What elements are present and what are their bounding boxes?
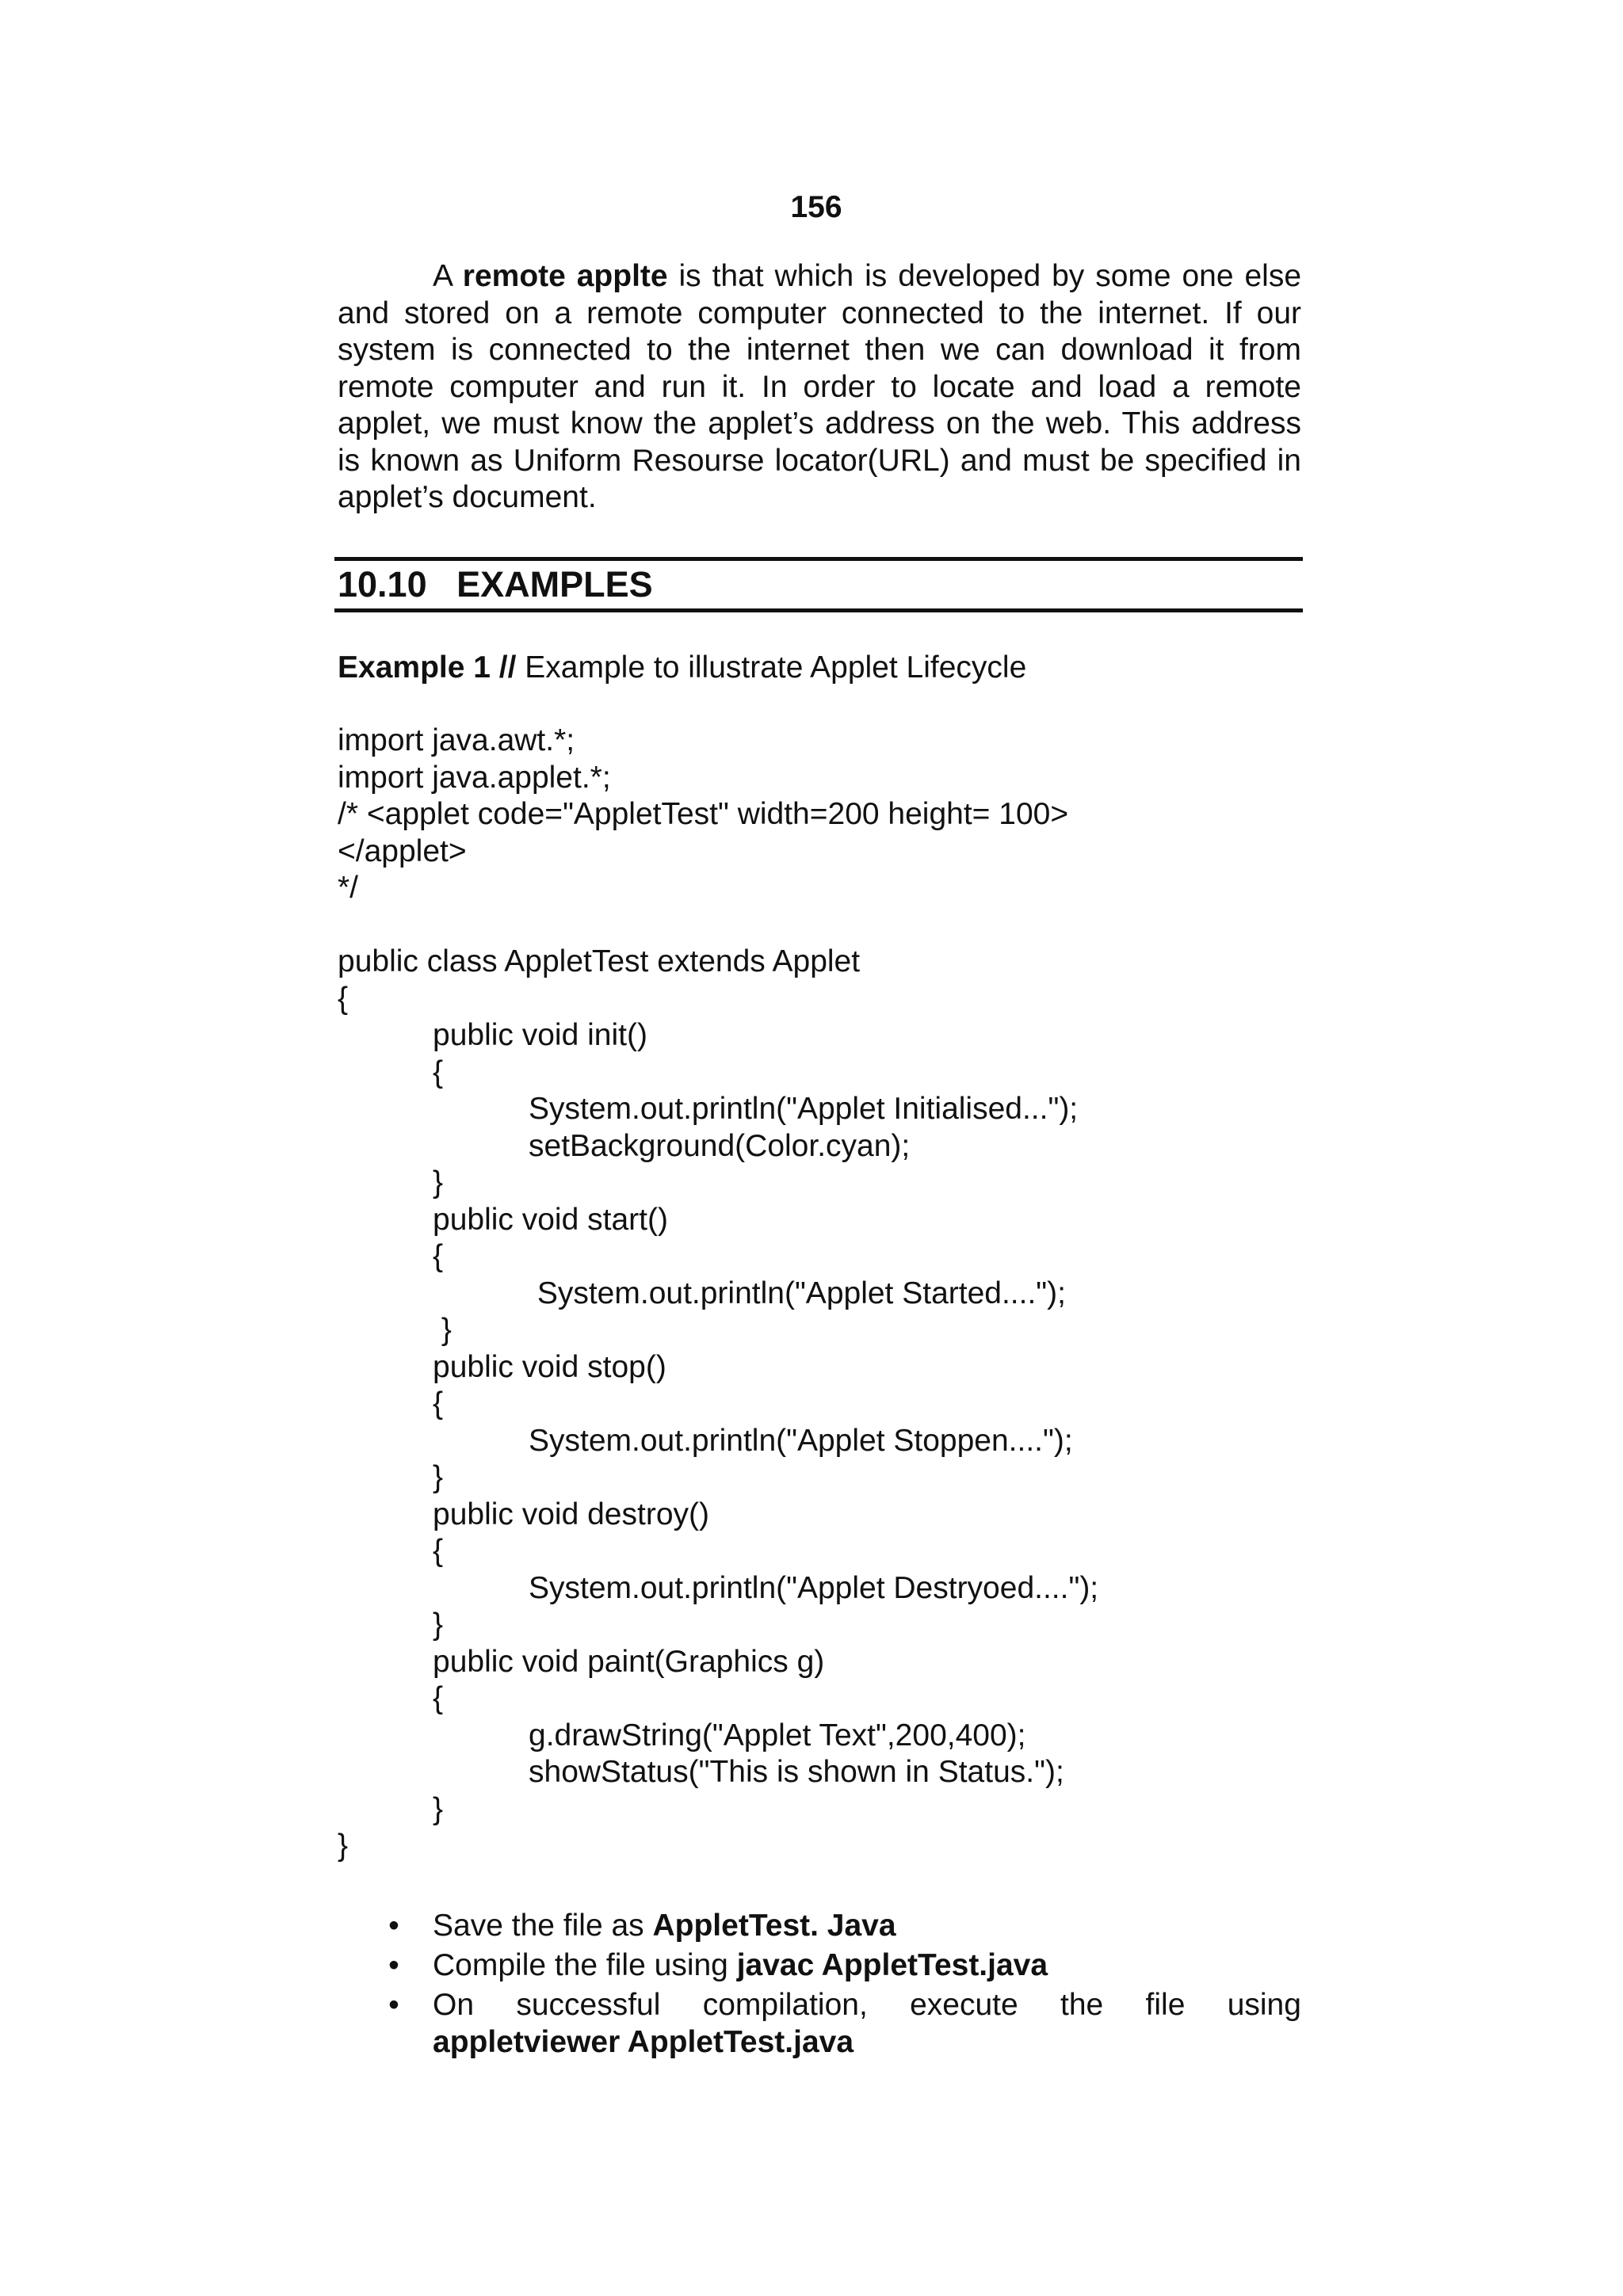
heading-rule-bottom bbox=[334, 608, 1303, 612]
heading-rule-top bbox=[334, 557, 1303, 561]
bullet-icon: • bbox=[388, 1909, 399, 1943]
list-item-plain: Save the file as bbox=[433, 1909, 653, 1943]
code-line: */ bbox=[338, 871, 359, 905]
justified-word: compilation, bbox=[702, 1988, 868, 2022]
example-title bbox=[338, 650, 1026, 686]
code-line: public void destroy() bbox=[433, 1497, 709, 1531]
code-line: { bbox=[433, 1055, 444, 1089]
code-line: } bbox=[433, 1165, 444, 1199]
code-line: } bbox=[433, 1608, 444, 1642]
section-heading bbox=[338, 563, 653, 607]
code-line: public void paint(Graphics g) bbox=[433, 1644, 825, 1679]
code-line: setBackground(Color.cyan); bbox=[529, 1128, 911, 1163]
example-description: Example to illustrate Applet Lifecycle bbox=[516, 650, 1027, 685]
justified-word: successful bbox=[516, 1988, 661, 2022]
bullet-icon: • bbox=[388, 1948, 399, 1982]
intro-paragraph bbox=[338, 258, 1301, 517]
code-line: g.drawString("Applet Text",200,400); bbox=[529, 1718, 1026, 1753]
code-line: { bbox=[433, 1681, 444, 1715]
justified-word: execute bbox=[910, 1988, 1018, 2022]
code-line: public void start() bbox=[433, 1202, 668, 1237]
list-item-bold: AppletTest. Java bbox=[652, 1909, 896, 1943]
code-line: { bbox=[433, 1386, 444, 1421]
code-line: } bbox=[433, 1460, 444, 1494]
code-line: } bbox=[433, 1313, 452, 1347]
example-label: Example 1 // bbox=[338, 650, 517, 685]
section-title: EXAMPLES bbox=[456, 564, 653, 605]
intro-lead: A bbox=[433, 259, 463, 293]
list-item-bold: javac AppletTest.java bbox=[736, 1948, 1048, 1982]
code-line: } bbox=[433, 1791, 444, 1826]
code-line: import java.awt.*; bbox=[338, 723, 575, 757]
intro-body: is that which is developed by some one else and stored on a remote computer connected to the internet. If our system is connected to the internet then we can download it from remote computer and run it. In order to locate and load a remote applet, we must know the applet’s address on the web. This address is known as Uniform Resourse locator(URL) and must be specified in applet’s document. bbox=[338, 259, 1302, 514]
intro-term: remote applte bbox=[462, 259, 668, 293]
justified-word: On bbox=[433, 1988, 475, 2022]
list-item-text bbox=[433, 1987, 1301, 2061]
list-item-plain-justified bbox=[433, 1987, 1301, 2024]
code-line: { bbox=[433, 1534, 444, 1568]
code-line: /* <applet code="AppletTest" width=200 height= 100> bbox=[338, 797, 1069, 831]
code-line: </applet> bbox=[338, 833, 467, 868]
code-line: System.out.println("Applet Stoppen...."); bbox=[529, 1423, 1073, 1458]
justified-word: file bbox=[1145, 1988, 1186, 2022]
code-line: System.out.println("Applet Started...."); bbox=[529, 1276, 1066, 1310]
code-line: public class AppletTest extends Applet bbox=[338, 944, 861, 978]
code-line: public void stop() bbox=[433, 1349, 666, 1384]
list-item-text bbox=[433, 1908, 1301, 1945]
code-line: public void init() bbox=[433, 1018, 647, 1052]
list-item-plain: Compile the file using bbox=[433, 1948, 737, 1982]
code-line: { bbox=[338, 981, 349, 1016]
list-item-text bbox=[433, 1947, 1301, 1985]
code-line: showStatus("This is shown in Status."); bbox=[529, 1755, 1064, 1789]
justified-word: using bbox=[1227, 1988, 1301, 2022]
page-number: 156 bbox=[790, 190, 842, 224]
code-line: System.out.println("Applet Initialised..."); bbox=[529, 1092, 1079, 1126]
list-item-bold: appletviewer AppletTest.java bbox=[433, 2024, 854, 2059]
code-line: System.out.println("Applet Destryoed...."); bbox=[529, 1570, 1099, 1605]
justified-word: the bbox=[1060, 1988, 1104, 2022]
code-line: import java.applet.*; bbox=[338, 760, 611, 795]
code-line: } bbox=[338, 1829, 349, 1863]
code-line: { bbox=[433, 1239, 444, 1273]
section-number: 10.10 bbox=[338, 564, 427, 605]
bullet-icon: • bbox=[388, 1988, 399, 2022]
